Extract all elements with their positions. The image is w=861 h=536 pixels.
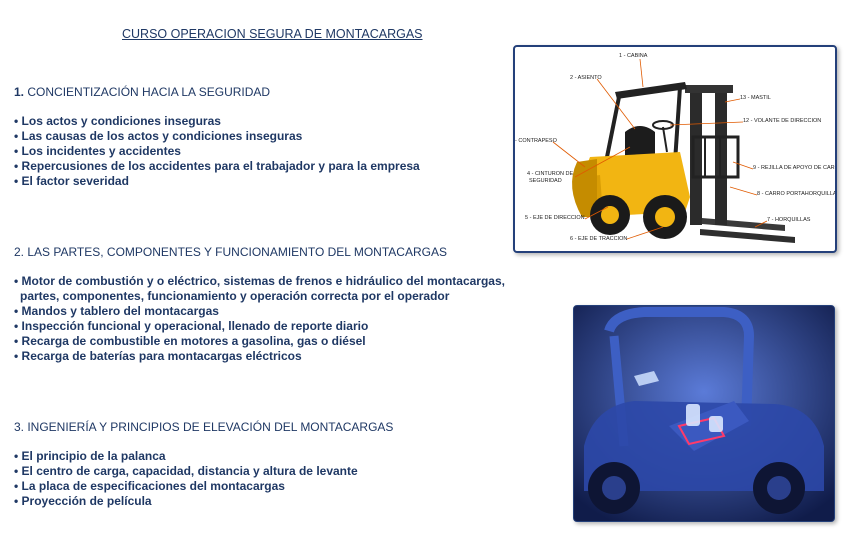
list-item: • Repercusiones de los accidentes para el trabajador y para la empresa — [14, 159, 420, 173]
section-1-list — [14, 114, 420, 189]
list-item: • Los incidentes y accidentes — [14, 144, 181, 158]
label-volante: 12 - VOLANTE DE DIRECCION — [743, 118, 822, 124]
label-cinturon-2: SEGURIDAD — [529, 178, 562, 184]
list-item-continuation: partes, componentes, funcionamiento y operación correcta por el operador — [20, 289, 450, 303]
list-item: • Los actos y condiciones inseguras — [14, 114, 221, 128]
label-cinturon: 4 - CINTURON DE — [527, 171, 574, 177]
page-title: CURSO OPERACION SEGURA DE MONTACARGAS — [122, 27, 423, 41]
list-item: • Proyección de película — [14, 494, 152, 508]
label-asiento: 2 - ASIENTO — [570, 75, 602, 81]
section-2-list — [14, 274, 505, 364]
label-mastil: 13 - MASTIL — [740, 95, 771, 101]
section-3-list — [14, 449, 358, 509]
forklift-illustration — [515, 47, 835, 251]
forklift-xray-image — [574, 306, 834, 521]
section-2-heading: 2. LAS PARTES, COMPONENTES Y FUNCIONAMIENTO DEL MONTACARGAS — [14, 245, 447, 259]
section-1-title: CONCIENTIZACIÓN HACIA LA SEGURIDAD — [27, 85, 271, 99]
list-item: • Inspección funcional y operacional, llenado de reporte diario — [14, 319, 369, 333]
forklift-xray-illustration — [573, 305, 835, 522]
section-3-heading: 3. INGENIERÍA Y PRINCIPIOS DE ELEVACIÓN DEL MONTACARGAS — [14, 420, 394, 434]
label-rejilla: 9 - REJILLA DE APOYO DE CARGA — [753, 165, 835, 171]
label-eje-traccion: 6 - EJE DE TRACCION — [570, 236, 628, 242]
list-item: • Las causas de los actos y condiciones inseguras — [14, 129, 303, 143]
list-item: • El factor severidad — [14, 174, 129, 188]
section-1-number: 1. — [14, 85, 25, 99]
forklift-parts-diagram — [513, 45, 837, 253]
list-item: • Motor de combustión y o eléctrico, sistemas de frenos e hidráulico del montacargas, — [14, 274, 505, 288]
list-item: • Mandos y tablero del montacargas — [14, 304, 219, 318]
label-horquillas: 7 - HORQUILLAS — [767, 217, 811, 223]
list-item: • Recarga de baterías para montacargas eléctricos — [14, 349, 302, 363]
label-carro: 8 - CARRO PORTAHORQUILLA — [757, 191, 835, 197]
section-1-heading — [14, 85, 270, 99]
label-cabina: 1 - CABINA — [619, 53, 648, 59]
list-item: • Recarga de combustible en motores a gasolina, gas o diésel — [14, 334, 366, 348]
list-item: • El centro de carga, capacidad, distancia y altura de levante — [14, 464, 358, 478]
list-item: • La placa de especificaciones del montacargas — [14, 479, 285, 493]
label-contrapeso: - CONTRAPESO — [515, 138, 557, 144]
list-item: • El principio de la palanca — [14, 449, 166, 463]
label-eje-direccion: 5 - EJE DE DIRECCION — [525, 215, 585, 221]
